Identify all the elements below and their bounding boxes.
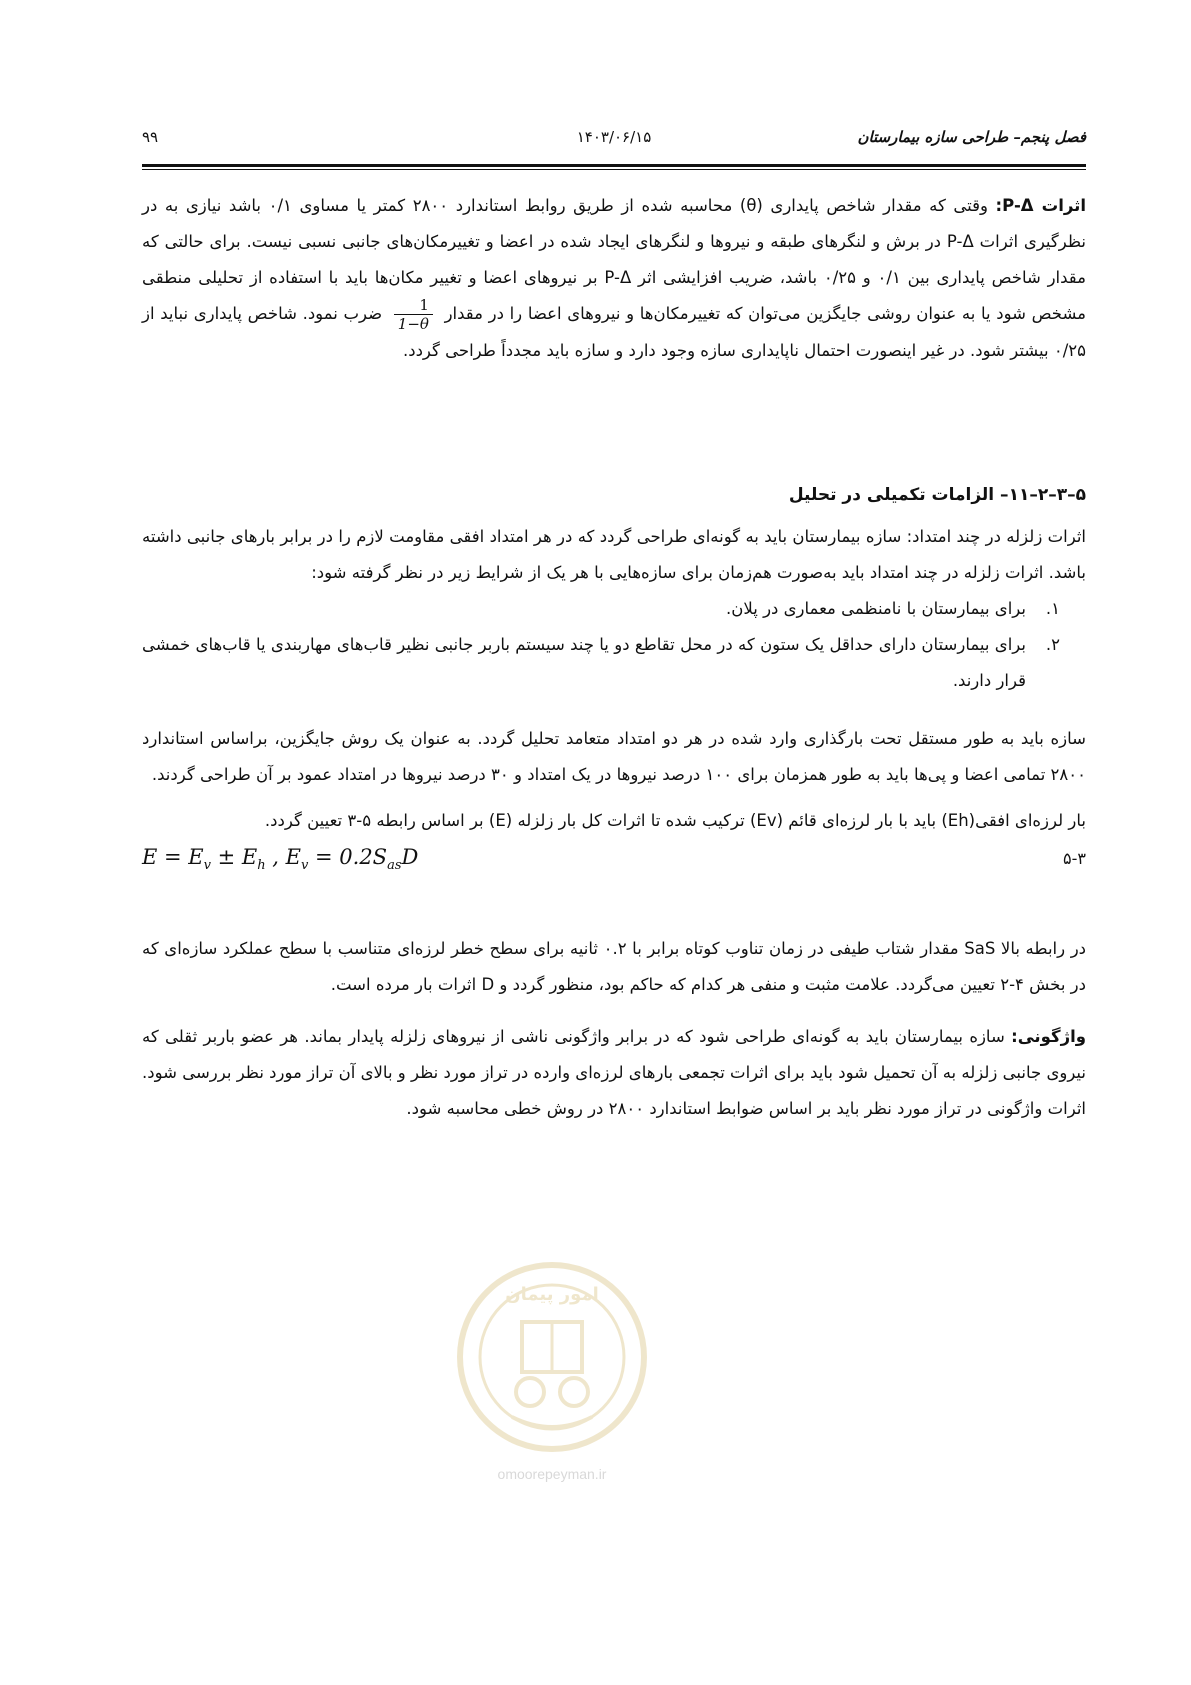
sas-line-2: سازه‌ای که در بخش ۴-۲ تعیین می‌گردد. علامت مثبت و منفی هر کدام که حاکم بود، منظور گردد و D اثرات بار مرده (142, 939, 1086, 994)
multidir-line-2: بارهای جانبی داشته باشد. اثرات زلزله در چند امتداد باید به‌صورت هم‌زمان برای سازه‌هایی با هر یک از شرایط زیر در نظر گرفته (142, 527, 1086, 582)
watermark (452, 1252, 652, 1502)
pdelta-line-1: وقتی که مقدار شاخص پایداری (θ) محاسبه شده از طریق روابط استاندارد ۲۸۰۰ کمتر یا مساوی ۰/۱ باشد (228, 196, 988, 215)
overturning-paragraph (142, 1019, 1086, 1127)
independent-line-2: براساس استاندارد ۲۸۰۰ تمامی اعضا و پی‌ها باید به طور همزمان برای ۱۰۰ درصد نیروها در یک امتداد و ۳۰ درصد نیروها (142, 729, 1086, 784)
page-number: ۹۹ (142, 128, 159, 146)
sas-line-1: در رابطه بالا SaS مقدار شتاب طیفی در زمان تناوب کوتاه برابر با ۰.۲ ثانیه برای سطح خطر لرزه‌ای متناسب با سطح عملکرد (222, 939, 1087, 958)
pdelta-line-5-after: ضرب نمود. شاخص پایداری نباید از ۰/۲۵ بیشتر شود. در غیر اینصورت احتمال ناپایداری سازه وجود (142, 304, 1086, 360)
pdelta-line-6: دارد و سازه باید مجدداً طراحی گردد. (402, 341, 656, 360)
amplification-fraction (394, 296, 433, 333)
header-date: ۱۴۰۳/۰۶/۱۵ (576, 128, 652, 146)
list-item (142, 627, 1086, 699)
svg-text:امور پیمان: امور پیمان (505, 1284, 599, 1305)
multidirection-paragraph (142, 519, 1086, 591)
conditions-list (142, 591, 1086, 699)
equation-formula: $E = E_v \pm E_h$ , $E_v = 0.2S_{as}D$ (142, 845, 419, 874)
vertical-load-paragraph (142, 803, 1086, 839)
pdelta-lead: اثرات P-Δ: (995, 196, 1086, 215)
page-header (142, 128, 1086, 158)
watermark-logo-icon (452, 1252, 652, 1462)
list-item-number: ۲. (1045, 635, 1060, 654)
pdelta-line-3: نسبی نیست. برای حالتی که مقدار شاخص پایداری بین ۰/۱ و ۰/۲۵ باشد، ضریب افزایشی اثر P-Δ بر نیروهای اعضا و تغییر (142, 232, 1086, 287)
independent-analysis-paragraph (142, 721, 1086, 793)
fraction-numerator: 1 (394, 296, 433, 315)
fraction-denominator: 1−θ (397, 315, 429, 333)
overturning-line-3: تراز مورد نظر بررسی شود. اثرات واژگونی در تراز مورد نظر باید بر اساس ضوابط استاندارد ۲۸۰۰ در روش خطی محاسبه (142, 1063, 1086, 1118)
chapter-title: فصل پنجم– طراحی سازه بیمارستان (857, 128, 1086, 146)
overturning-line-4: شود. (406, 1099, 442, 1118)
watermark-url: omoorepeyman.ir (497, 1466, 607, 1482)
pdelta-line-5-before: را در مقدار (444, 304, 523, 323)
list-item-text: برای بیمارستان دارای حداقل یک ستون که در محل تقاطع دو یا چند سیستم باربر جانبی نظیر قاب‌های (336, 635, 1026, 654)
independent-line-3: در امتداد عمود بر آن طراحی گردند. (151, 765, 397, 784)
sas-paragraph (142, 931, 1086, 1003)
page-content (142, 188, 1086, 1127)
sas-line-3: است. (330, 975, 371, 994)
list-item-number: ۱. (1045, 599, 1060, 618)
list-item (142, 591, 1086, 627)
list-item-text: برای بیمارستان با نامنظمی معماری در پلان. (726, 599, 1026, 618)
independent-line-1: سازه باید به طور مستقل تحت بارگذاری وارد شده در هر دو امتداد متعامد تحلیل گردد. به عنوان یک روش جایگزین، (274, 729, 1086, 748)
section-heading: ۵–۳–۲–۱۱– الزامات تکمیلی در تحلیل (788, 485, 1086, 505)
pdelta-line-4: مکان‌ها باید با استفاده از تحلیلی منطقی مشخص شود یا به عنوان روشی جایگزین می‌توان که تغییرمکان‌ها و نیروهای اعضا (142, 268, 1087, 323)
pdelta-paragraph (142, 188, 1086, 369)
multidir-line-3: شود: (311, 563, 347, 582)
overturning-lead: واژگونی: (1011, 1027, 1086, 1046)
vertical-load-line: بار لرزه‌ای افقی(Eh) باید با بار لرزه‌ای قائم (Ev) ترکیب شده تا اثرات کل بار زلزله (E) بر اساس رابطه ۵-۳ تعیین گردد. (264, 811, 1086, 830)
overturning-line-1: سازه بیمارستان باید به گونه‌ای طراحی شود که در برابر واژگونی ناشی از نیروهای زلزله پایدار بماند. هر عضو باربر (203, 1027, 1005, 1046)
header-divider (142, 164, 1086, 170)
equation-row (142, 839, 1086, 887)
overturning-line-2: ثقلی که نیروی جانبی زلزله به آن تحمیل شود باید برای اثرات تجمعی بارهای لرزه‌ای وارده در تراز مورد نظر و بالای آن (142, 1027, 1086, 1082)
list-item-text: مهاربندی یا قاب‌های خمشی قرار دارند. (142, 635, 1026, 690)
multidir-line-1: اثرات زلزله در چند امتداد: سازه بیمارستان باید به گونه‌ای طراحی گردد که در هر امتداد افقی مقاومت لازم را در برابر (280, 527, 1087, 546)
pdelta-line-2: نیازی به در نظرگیری اثرات P-Δ در برش و لنگرهای طبقه و نیروها و لنگرهای ایجاد شده در اعضا و تغییرمکان‌های جانبی (142, 196, 1086, 251)
equation-number: ۵-۳ (1063, 849, 1086, 868)
